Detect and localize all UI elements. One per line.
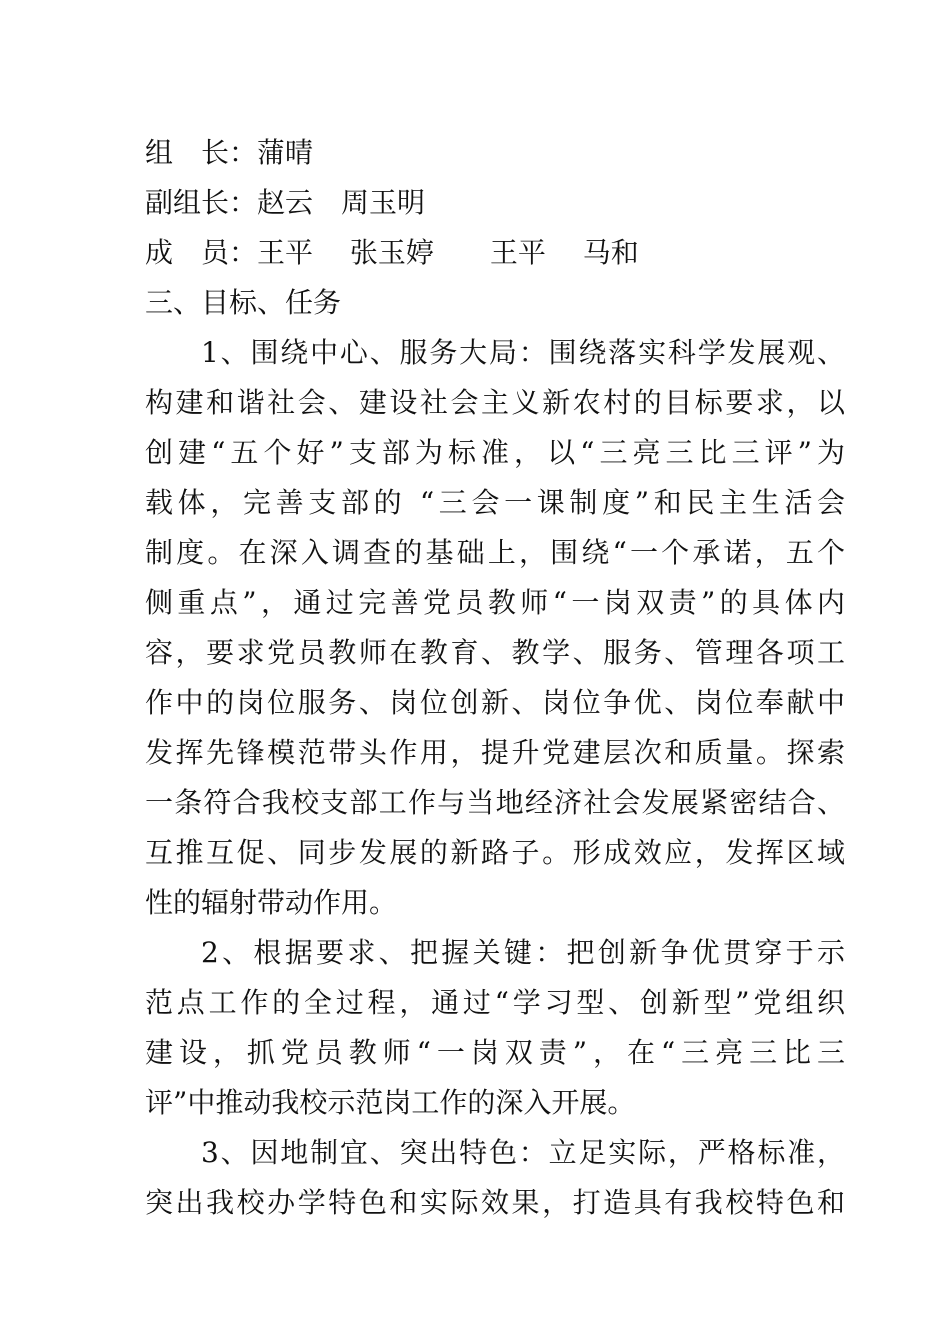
paragraph-line: 性的辐射带动作用。 [145,886,398,919]
paragraph-line: 评”中推动我校示范岗工作的深入开展。 [145,1086,636,1119]
paragraph-line: 载体，完善支部的 “三会一课制度”和民主生活会 [145,486,845,519]
document-body [145,128,845,1228]
paragraph-line: 1、围绕中心、服务大局：围绕落实科学发展观、 [201,336,845,369]
paragraph-line: 一条符合我校支部工作与当地经济社会发展紧密结合、 [145,786,845,819]
paragraph-line: 创建“五个好”支部为标准，以“三亮三比三评”为 [145,436,845,469]
paragraph-line: 范点工作的全过程，通过“学习型、创新型”党组织 [145,986,845,1019]
roster-deputy: 副组长：赵云 周玉明 [145,186,426,219]
section-heading: 三、目标、任务 [145,286,342,319]
paragraph-line: 作中的岗位服务、岗位创新、岗位争优、岗位奉献中 [145,686,845,719]
paragraph-line: 突出我校办学特色和实际效果，打造具有我校特色和 [145,1186,845,1219]
paragraph-line: 建设，抓党员教师“一岗双责”，在“三亮三比三 [145,1036,845,1069]
roster-leader: 组 长：蒲晴 [145,136,314,169]
paragraph-line: 侧重点”，通过完善党员教师“一岗双责”的具体内 [145,586,845,619]
paragraph-goal-1 [145,328,845,928]
paragraph-line: 发挥先锋模范带头作用，提升党建层次和质量。探索 [145,736,845,769]
paragraph-line: 容，要求党员教师在教育、教学、服务、管理各项工 [145,636,845,669]
paragraph-line: 制度。在深入调查的基础上，围绕“一个承诺，五个 [145,536,845,569]
paragraph-line: 构建和谐社会、建设社会主义新农村的目标要求，以 [145,386,845,419]
paragraph-line: 互推互促、同步发展的新路子。形成效应，发挥区域 [145,836,845,869]
paragraph-line: 3、因地制宜、突出特色：立足实际，严格标准， [201,1136,845,1169]
roster-members: 成 员：王平 张玉婷 王平 马和 [145,236,639,269]
paragraph-goal-3 [145,1128,845,1228]
paragraph-goal-2 [145,928,845,1128]
paragraph-line: 2、根据要求、把握关键：把创新争优贯穿于示 [201,936,845,969]
